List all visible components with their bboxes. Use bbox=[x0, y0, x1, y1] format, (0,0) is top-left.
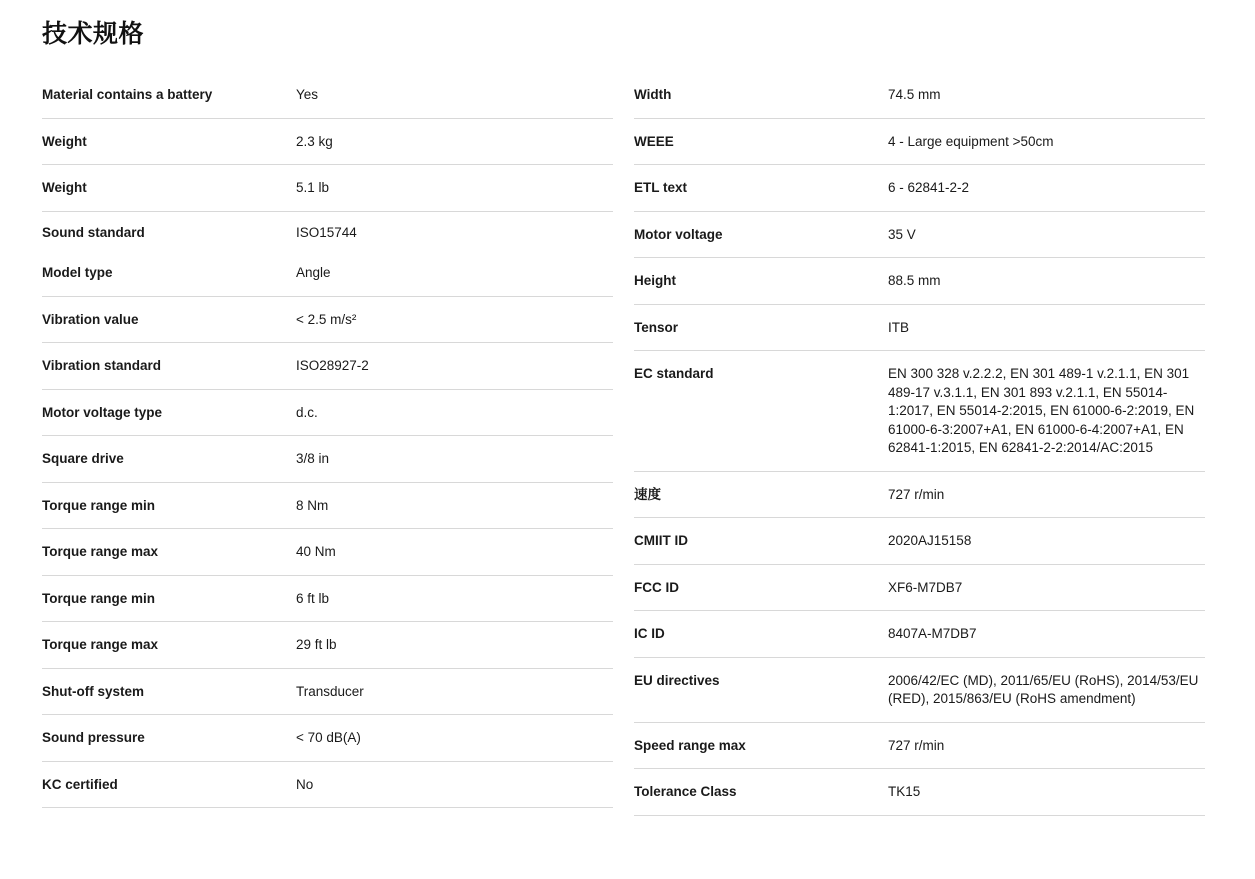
spec-value: EN 300 328 v.2.2.2, EN 301 489-1 v.2.1.1, EN 301 489-17 v.3.1.1, EN 301 893 v.2.1.1, EN 55014-1:2017, EN 55014-2:2015, EN 61000-6-2:2019, EN 61000-6-3:2007+A1, EN 61000-6-4:2007+A1, EN 62841-1:2015, EN 62841-2-2:2014/AC:2015 bbox=[888, 366, 1195, 455]
spec-value: 5.1 lb bbox=[296, 180, 330, 195]
spec-row bbox=[634, 518, 1205, 565]
spec-value: TK15 bbox=[888, 784, 921, 799]
spec-value: ITB bbox=[888, 319, 910, 335]
spec-label: Weight bbox=[42, 133, 87, 149]
spec-label: Torque range min bbox=[42, 497, 156, 513]
spec-row bbox=[42, 390, 613, 437]
spec-row bbox=[634, 212, 1205, 259]
spec-label: EU directives bbox=[634, 672, 720, 688]
spec-row bbox=[42, 715, 613, 762]
spec-columns bbox=[42, 72, 1213, 816]
spec-label: Torque range max bbox=[42, 544, 159, 559]
spec-row bbox=[42, 119, 613, 166]
spec-row bbox=[42, 297, 613, 344]
spec-label: Speed range max bbox=[634, 737, 746, 753]
spec-value: 40 Nm bbox=[296, 544, 336, 559]
spec-label: Torque range min bbox=[42, 590, 156, 606]
spec-row bbox=[42, 483, 613, 530]
spec-row bbox=[42, 212, 613, 251]
spec-value: 29 ft lb bbox=[296, 637, 337, 652]
spec-label: Weight bbox=[42, 180, 87, 195]
spec-label: Torque range max bbox=[42, 637, 159, 652]
spec-label: KC certified bbox=[42, 776, 118, 792]
spec-row bbox=[42, 250, 613, 297]
spec-value: Transducer bbox=[296, 683, 364, 699]
spec-page bbox=[0, 14, 1255, 879]
spec-row bbox=[42, 622, 613, 669]
spec-label: CMIIT ID bbox=[634, 533, 688, 548]
spec-label: Vibration value bbox=[42, 311, 139, 327]
spec-value: 8407A-M7DB7 bbox=[888, 626, 977, 641]
spec-row bbox=[42, 669, 613, 716]
spec-label: Sound pressure bbox=[42, 730, 145, 745]
spec-value: < 2.5 m/s² bbox=[296, 311, 357, 327]
spec-value: 727 r/min bbox=[888, 486, 945, 502]
spec-label: ETL text bbox=[634, 180, 688, 195]
spec-value: 6 ft lb bbox=[296, 590, 330, 606]
spec-label: Motor voltage bbox=[634, 226, 723, 242]
spec-value: ISO15744 bbox=[296, 224, 357, 240]
spec-row bbox=[42, 576, 613, 623]
spec-row bbox=[634, 351, 1205, 472]
spec-row bbox=[634, 305, 1205, 352]
spec-value: Yes bbox=[296, 87, 319, 102]
spec-value: 8 Nm bbox=[296, 497, 329, 513]
spec-value: 6 - 62841-2-2 bbox=[888, 180, 970, 195]
spec-value: 4 - Large equipment >50cm bbox=[888, 133, 1054, 149]
spec-row bbox=[42, 343, 613, 390]
spec-row bbox=[634, 258, 1205, 305]
spec-label: Width bbox=[634, 87, 672, 102]
spec-value: 3/8 in bbox=[296, 451, 330, 466]
spec-label: Model type bbox=[42, 265, 113, 280]
spec-value: 2006/42/EC (MD), 2011/65/EU (RoHS), 2014/53/EU (RED), 2015/863/EU (RoHS amendment) bbox=[888, 672, 1199, 706]
spec-label: Height bbox=[634, 273, 676, 288]
spec-row bbox=[42, 529, 613, 576]
spec-row bbox=[634, 472, 1205, 519]
spec-row bbox=[42, 72, 613, 119]
spec-column-left bbox=[42, 72, 613, 816]
spec-value: 35 V bbox=[888, 226, 916, 242]
spec-row bbox=[634, 611, 1205, 658]
spec-label: WEEE bbox=[634, 133, 674, 149]
spec-row bbox=[634, 72, 1205, 119]
spec-row bbox=[634, 165, 1205, 212]
spec-label: Shut-off system bbox=[42, 683, 145, 699]
spec-column-right bbox=[634, 72, 1205, 816]
spec-label: Vibration standard bbox=[42, 358, 162, 373]
spec-value: < 70 dB(A) bbox=[296, 730, 361, 745]
spec-row bbox=[634, 723, 1205, 770]
spec-value: Angle bbox=[296, 265, 331, 280]
spec-row bbox=[42, 165, 613, 212]
spec-label: Sound standard bbox=[42, 224, 145, 240]
spec-value: XF6-M7DB7 bbox=[888, 579, 963, 595]
page-title: 技术规格 bbox=[42, 20, 145, 48]
spec-row bbox=[42, 762, 613, 809]
spec-value: d.c. bbox=[296, 404, 318, 420]
spec-row bbox=[634, 658, 1205, 723]
spec-value: 88.5 mm bbox=[888, 273, 941, 288]
spec-row bbox=[634, 565, 1205, 612]
spec-label: IC ID bbox=[634, 626, 665, 641]
spec-row bbox=[634, 769, 1205, 816]
spec-row bbox=[42, 436, 613, 483]
spec-label: FCC ID bbox=[634, 579, 679, 595]
spec-value: ISO28927-2 bbox=[296, 358, 369, 373]
spec-label: Material contains a battery bbox=[42, 87, 213, 102]
spec-row bbox=[634, 119, 1205, 166]
spec-value: 727 r/min bbox=[888, 737, 945, 753]
spec-value: 2020AJ15158 bbox=[888, 533, 972, 548]
spec-value: No bbox=[296, 776, 314, 792]
spec-label: Square drive bbox=[42, 451, 124, 466]
spec-value: 74.5 mm bbox=[888, 87, 941, 102]
spec-label: Tolerance Class bbox=[634, 784, 737, 799]
spec-label: Tensor bbox=[634, 319, 679, 335]
spec-value: 2.3 kg bbox=[296, 133, 333, 149]
spec-label: Motor voltage type bbox=[42, 404, 163, 420]
spec-label: 速度 bbox=[634, 486, 661, 502]
spec-label: EC standard bbox=[634, 366, 714, 381]
